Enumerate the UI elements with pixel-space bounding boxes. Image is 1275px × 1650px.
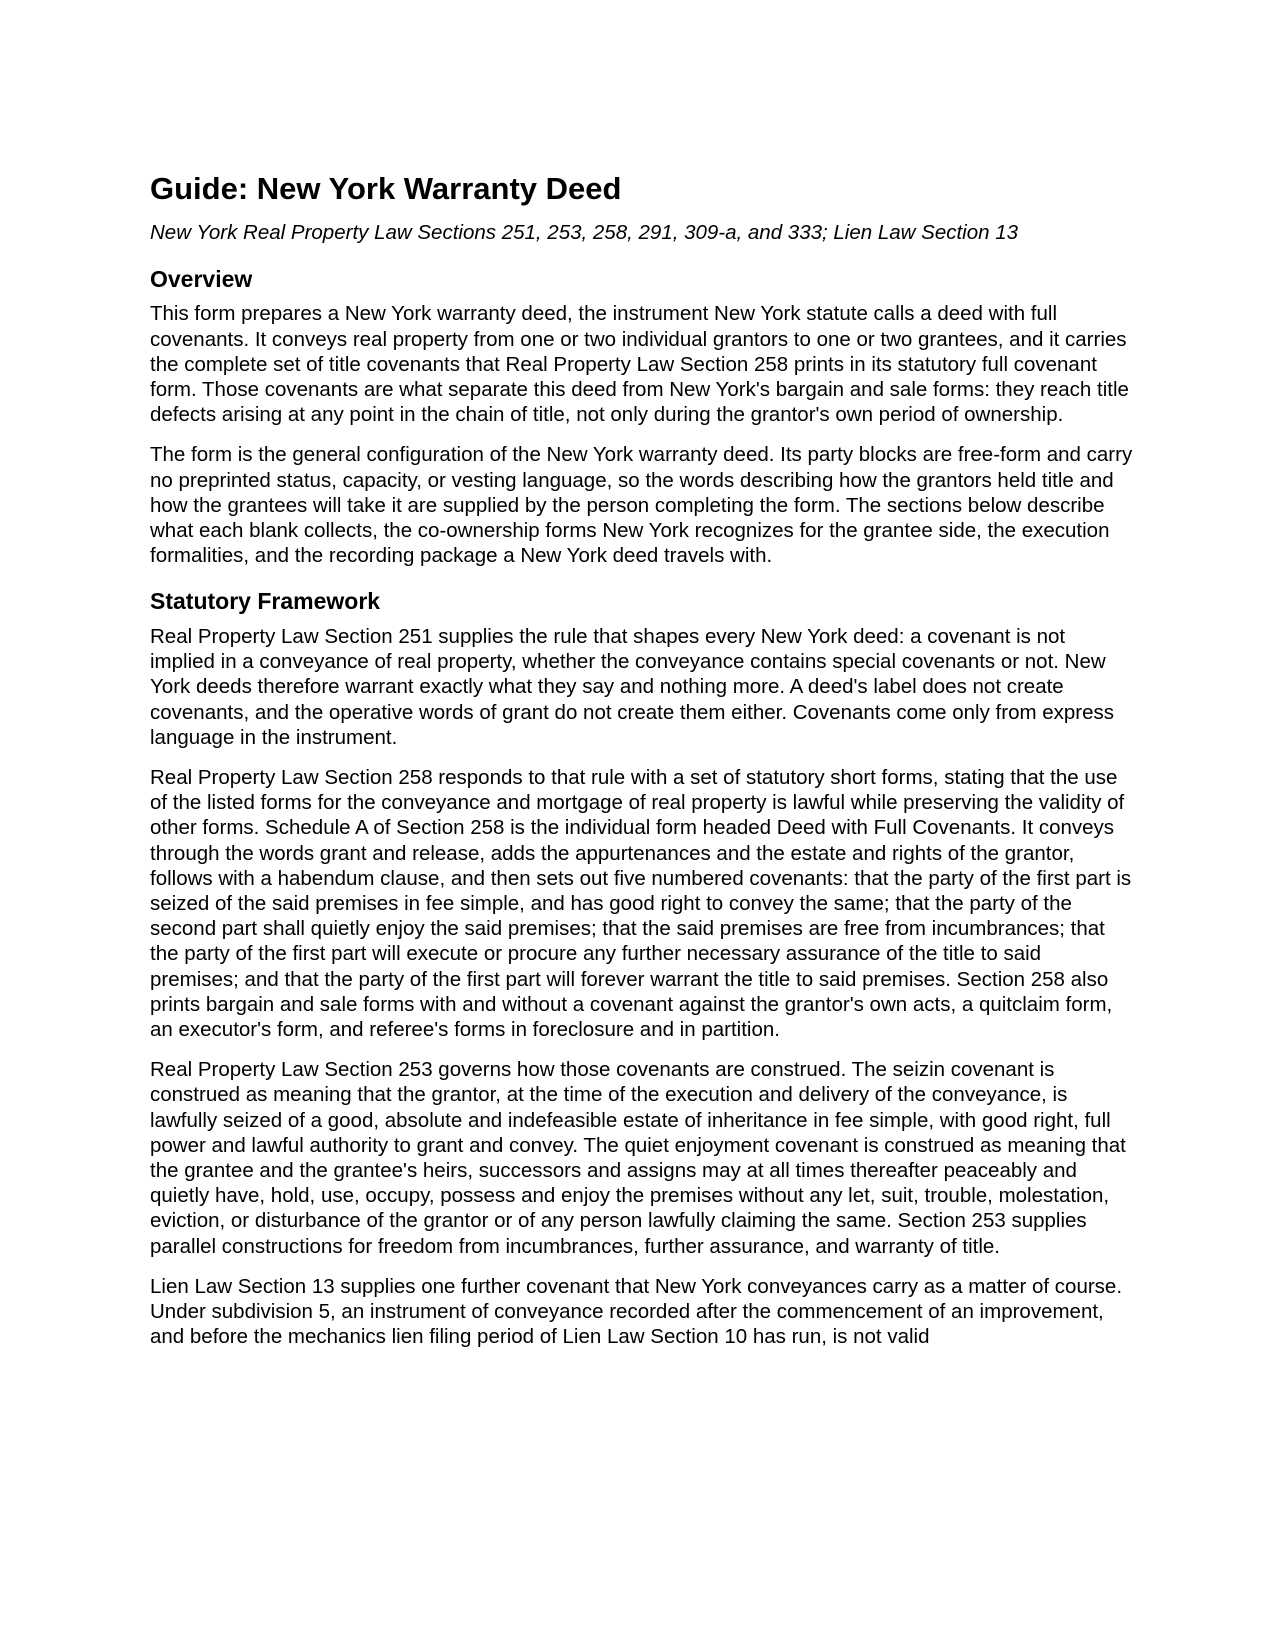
section-heading-statutory-framework: Statutory Framework: [150, 588, 381, 615]
paragraph: This form prepares a New York warranty deed, the instrument New York statute calls a deed with full covenants. It conveys real property from one or two individual grantors to one or two grantees, and it carries the complete set of title covenants that Real Property Law Section 258 prints in its statutory full covenant form. Those covenants are what separate this deed from New York's bargain and sale forms: they reach title defects arising at any point in the chain of title, not only during the grantor's own period of ownership.: [150, 302, 1129, 427]
paragraph: Real Property Law Section 251 supplies the rule that shapes every New York deed: a covenant is not implied in a conveyance of real property, whether the conveyance contains special covenants or not. New York deeds therefore warrant exactly what they say and nothing more. A deed's label does not create covenants, and the operative words of grant do not create them either. Covenants come only from express language in the instrument.: [150, 625, 1115, 749]
document-page: [150, 170, 1135, 1349]
section-heading-overview: Overview: [150, 265, 253, 292]
paragraph: Lien Law Section 13 supplies one further covenant that New York conveyances carry as a matter of course. Under subdivision 5, an instrument of conveyance recorded after the commencement of an improvement, and before the mechanics lien filing period of Lien Law Section 10 has run, is not valid: [150, 1274, 1123, 1349]
document-title: Guide: New York Warranty Deed: [150, 171, 622, 206]
paragraph: The form is the general configuration of the New York warranty deed. Its party blocks are free-form and carry no preprinted status, capacity, or vesting language, so the words describing how the grantors held title and how the grantees will take it are supplied by the person completing the form. The sections below describe what each blank collects, the co-ownership forms New York recognizes for the grantee side, the execution formalities, and the recording package a New York deed travels with.: [150, 443, 1133, 568]
document-subtitle: New York Real Property Law Sections 251, 253, 258, 291, 309-a, and 333; Lien Law Section 13: [150, 221, 1019, 245]
paragraph: Real Property Law Section 258 responds to that rule with a set of statutory short forms, stating that the use of the listed forms for the conveyance and mortgage of real property is lawful while preserving the validity of other forms. Schedule A of Section 258 is the individual form headed Deed with Full Covenants. It conveys through the words grant and release, adds the appurtenances and the estate and rights of the grantor, follows with a habendum clause, and then sets out five numbered covenants: that the party of the first part is seized of the said premises in fee simple, and has good right to convey the same; that the party of the second part shall quietly enjoy the said premises; that the said premises are free from incumbrances; that the party of the first part will execute or procure any further necessary assurance of the title to said premises; and that the party of the first part will forever warrant the title to said premises. Section 258 also prints bargain and sale forms with and without a covenant against the grantor's own acts, a quitclaim form, an executor's form, and referee's forms in foreclosure and in partition.: [150, 766, 1132, 1042]
paragraph: Real Property Law Section 253 governs how those covenants are construed. The seizin covenant is construed as meaning that the grantor, at the time of the execution and delivery of the conveyance, is lawfully seized of a good, absolute and indefeasible estate of inheritance in fee simple, with good right, full power and lawful authority to grant and convey. The quiet enjoyment covenant is construed as meaning that the grantee and the grantee's heirs, successors and assigns may at all times thereafter peaceably and quietly have, hold, use, occupy, possess and enjoy the premises without any let, suit, trouble, molestation, eviction, or disturbance of the grantor or of any person lawfully claiming the same. Section 253 supplies parallel constructions for freedom from incumbrances, further assurance, and warranty of title.: [150, 1058, 1126, 1258]
